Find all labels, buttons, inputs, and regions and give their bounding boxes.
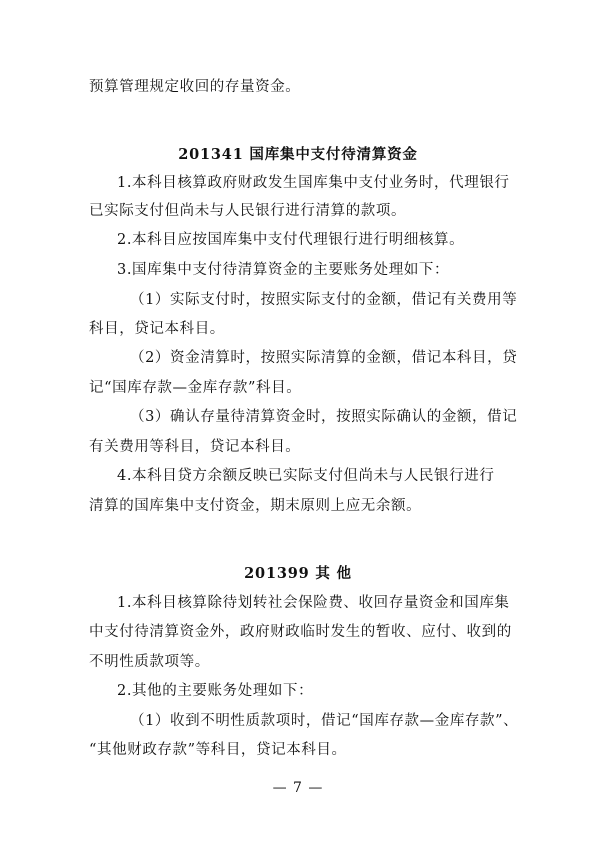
paragraph-line: 科目，贷记本科目。 <box>89 321 225 337</box>
paragraph-line: 4.本科目贷方余额反映已实际支付但尚未与人民银行进行 <box>117 468 495 484</box>
paragraph-line: 2.本科目应按国库集中支付代理银行进行明细核算。 <box>117 232 465 248</box>
section-heading-201341: 201341 国库集中支付待清算资金 <box>178 146 418 163</box>
paragraph-line: 中支付待清算资金外，政府财政临时发生的暂收、应付、收到的 <box>89 624 512 640</box>
paragraph-line: 1.本科目核算除待划转社会保险费、收回存量资金和国库集 <box>117 595 510 611</box>
page-number: — 7 — <box>272 780 324 796</box>
paragraph-line: （1）收到不明性质款项时，借记“国库存款—金库存款”、 <box>130 713 519 729</box>
paragraph-line: 已实际支付但尚未与人民银行进行清算的款项。 <box>89 203 407 219</box>
paragraph-line: 清算的国库集中支付资金，期末原则上应无余额。 <box>89 498 422 514</box>
paragraph-line: 3.国库集中支付待清算资金的主要账务处理如下： <box>117 262 450 278</box>
paragraph-line: （3）确认存量待清算资金时，按照实际确认的金额，借记 <box>130 409 518 425</box>
paragraph-line: 1.本科目核算政府财政发生国库集中支付业务时，代理银行 <box>117 175 510 191</box>
paragraph-line: 2.其他的主要账务处理如下： <box>117 683 314 699</box>
paragraph-line: 不明性质款项等。 <box>89 654 210 670</box>
paragraph-line: 有关费用等科目，贷记本科目。 <box>89 439 301 455</box>
paragraph-line: （2）资金清算时，按照实际清算的金额，借记本科目，贷 <box>130 350 518 366</box>
paragraph-line: 预算管理规定收回的存量资金。 <box>89 79 301 95</box>
section-heading-201399: 201399 其 他 <box>244 565 352 582</box>
paragraph-line: 记“国库存款—金库存款”科目。 <box>89 380 302 396</box>
paragraph-line: （1）实际支付时，按照实际支付的金额，借记有关费用等 <box>130 292 518 308</box>
paragraph-line: “其他财政存款”等科目，贷记本科目。 <box>89 742 347 758</box>
